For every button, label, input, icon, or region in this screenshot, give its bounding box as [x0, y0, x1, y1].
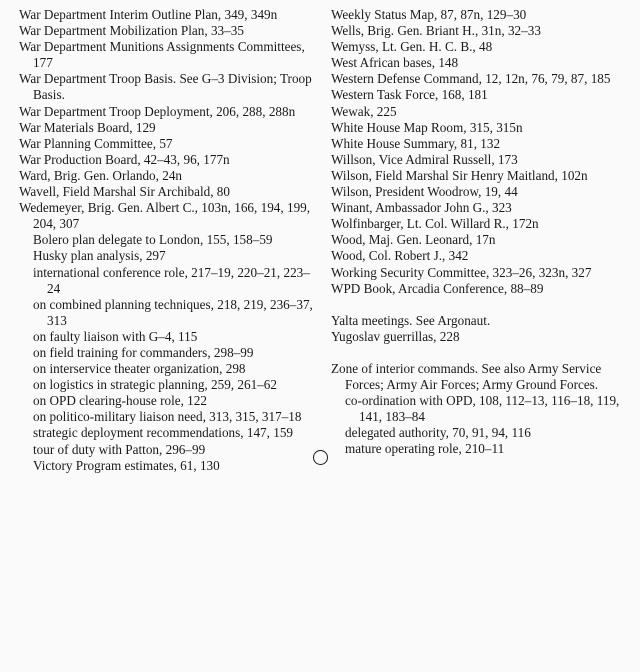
index-entry: Weekly Status Map, 87, 87n, 129–30	[331, 7, 527, 22]
index-entry: Wedemeyer, Brig. Gen. Albert C., 103n, 166, 194, 199, 204, 307	[19, 200, 311, 232]
index-subentry: on OPD clearing-house role, 122	[33, 393, 207, 409]
index-subentry: delegated authority, 70, 91, 94, 116	[345, 425, 531, 441]
page-circle-mark	[313, 450, 328, 465]
index-subentry: on faulty liaison with G–4, 115	[33, 328, 198, 344]
index-entry: War Production Board, 42–43, 96, 177n	[19, 151, 230, 167]
index-entry: Zone of interior commands. See also Army Service Forces; Army Air Forces; Army Ground Forces.	[331, 360, 602, 392]
index-entry: Yalta meetings. See Argonaut.	[331, 312, 491, 328]
index-subentry: Victory Program estimates, 61, 130	[33, 457, 220, 473]
index-entry: WPD Book, Arcadia Conference, 88–89	[331, 280, 544, 296]
index-entry: Working Security Committee, 323–26, 323n, 327	[331, 264, 592, 280]
index-entry: Western Task Force, 168, 181	[331, 87, 488, 103]
index-subentry: on politico-military liaison need, 313, 315, 317–18	[33, 409, 302, 425]
index-entry: Wells, Brig. Gen. Briant H., 31n, 32–33	[331, 23, 541, 39]
index-entry: White House Summary, 81, 132	[331, 135, 501, 151]
index-entry: War Department Munitions Assignments Committees, 177	[19, 39, 305, 71]
index-entry: Wolfinbarger, Lt. Col. Willard R., 172n	[331, 216, 539, 232]
index-entry: War Materials Board, 129	[19, 119, 156, 135]
index-subentry: strategic deployment recommendations, 147, 159	[33, 425, 294, 441]
index-entry: Yugoslav guerrillas, 228	[331, 328, 460, 344]
index-column-left	[19, 7, 315, 474]
index-entry: Willson, Vice Admiral Russell, 173	[331, 151, 518, 167]
index-entry: War Department Troop Basis. See G–3 Division; Troop Basis.	[19, 71, 312, 103]
index-entry: Wavell, Field Marshal Sir Archibald, 80	[19, 184, 230, 200]
index-entry: Wilson, Field Marshal Sir Henry Maitland, 102n	[331, 167, 588, 183]
index-entry: War Department Mobilization Plan, 33–35	[19, 23, 244, 39]
index-entry: Winant, Ambassador John G., 323	[331, 200, 512, 216]
index-entry: War Department Troop Deployment, 206, 288, 288n	[19, 103, 296, 119]
index-subentry: on field training for commanders, 298–99	[33, 344, 254, 360]
index-subentry: international conference role, 217–19, 220–21, 223–24	[33, 264, 310, 296]
index-entry: War Department Interim Outline Plan, 349, 349n	[19, 7, 278, 22]
index-subentry: Bolero plan delegate to London, 155, 158–59	[33, 232, 273, 248]
index-entry: Ward, Brig. Gen. Orlando, 24n	[19, 167, 183, 183]
index-subentry: on logistics in strategic planning, 259, 261–62	[33, 377, 277, 393]
index-entry: Wood, Col. Robert J., 342	[331, 248, 469, 264]
index-gap	[331, 345, 627, 361]
index-entry: Wewak, 225	[331, 103, 397, 119]
index-subentry: on combined planning techniques, 218, 219, 236–37, 313	[33, 296, 313, 328]
index-entry: White House Map Room, 315, 315n	[331, 119, 523, 135]
index-subentry: Husky plan analysis, 297	[33, 248, 166, 264]
index-entry: West African bases, 148	[331, 55, 459, 71]
index-subentry: mature operating role, 210–11	[345, 441, 505, 457]
index-column-right	[331, 7, 627, 457]
index-entry: Wilson, President Woodrow, 19, 44	[331, 184, 518, 200]
index-subentry: co-ordination with OPD, 108, 112–13, 116–18, 119, 141, 183–84	[345, 393, 620, 425]
index-gap	[331, 297, 627, 313]
index-entry: War Planning Committee, 57	[19, 135, 173, 151]
index-subentry: on interservice theater organization, 298	[33, 361, 246, 377]
index-entry: Wemyss, Lt. Gen. H. C. B., 48	[331, 39, 493, 55]
index-entry: Wood, Maj. Gen. Leonard, 17n	[331, 232, 496, 248]
index-subentry: tour of duty with Patton, 296–99	[33, 441, 206, 457]
index-entry: Western Defense Command, 12, 12n, 76, 79, 87, 185	[331, 71, 611, 87]
